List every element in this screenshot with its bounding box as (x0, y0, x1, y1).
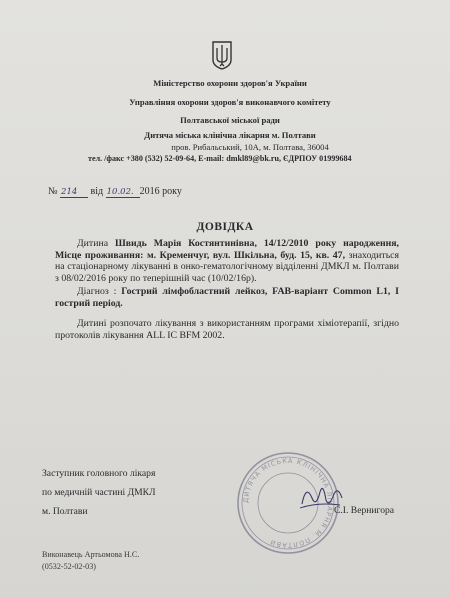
trident-icon (211, 40, 233, 70)
header-department: Управління охорони здоров'я виконавчого комітету (129, 97, 331, 107)
signature-position-3: м. Полтави (42, 506, 88, 517)
executor-name: Виконавець Артьомова Н.С. (42, 550, 140, 559)
header-ministry: Міністерство охорони здоров'я України (153, 78, 307, 88)
patient-name: Швидь Марія Костянтинівна, 14/12/2010 року народження, Місце проживання: (55, 238, 399, 261)
header-address: пров. Рибальський, 10А, м. Полтава, 36004 (171, 142, 329, 152)
header-contact: тел. /факс +380 (532) 52-09-64, E-mail: dmkl89@bk.ru, ЄДРПОУ 01999684 (88, 154, 352, 163)
reference-number-prefix: № (48, 186, 58, 197)
signature-position-2: по медичній частині ДМКЛ (42, 487, 156, 498)
treatment-info: знаходиться на стаціонарному лікуванні в онко-гематологічному відділенні ДМКЛ м. Полтави з 08/02/2016 року по теперішній час (10/02/16р). (55, 249, 400, 284)
reference-year: 2016 року (139, 186, 182, 197)
diagnosis-text: Гострий лімфобластний лейкоз, FAB-варіант Common L1, I гострий період. (55, 286, 399, 309)
patient-prefix: Дитина (77, 238, 109, 249)
header-council: Полтавської міської ради (180, 115, 280, 125)
reference-number: 214 (60, 187, 88, 198)
patient-address: м. Кременчуг, вул. Шкільна, буд. 15, кв. 47, (146, 249, 346, 261)
stamp-text: ДИТЯЧА МІСЬКА КЛІНІЧНА ЛІКАРНЯ М. ПОЛТАВИ (241, 456, 335, 550)
body-paragraph-3: Дитині розпочато лікування з використанням програми хіміотерапії, згідно протоколів лікування ALL IC BFM 2002. (55, 318, 399, 341)
header-hospital: Дитяча міська клінічна лікарня м. Полтави (144, 130, 316, 140)
reference-line (48, 186, 182, 198)
document-title: ДОВІДКА (196, 221, 254, 233)
reference-date-prefix: від (90, 186, 104, 197)
reference-date: 10.02. (106, 187, 140, 198)
body-paragraph-2 (55, 286, 399, 309)
signature-position-1: Заступник головного лікаря (42, 468, 156, 479)
diagnosis-label: Діагноз : (77, 286, 117, 297)
signer-name: С.І. Вернигора (334, 505, 395, 516)
executor-phone: (0532-52-02-03) (42, 562, 96, 571)
body-paragraph-1 (55, 238, 399, 284)
